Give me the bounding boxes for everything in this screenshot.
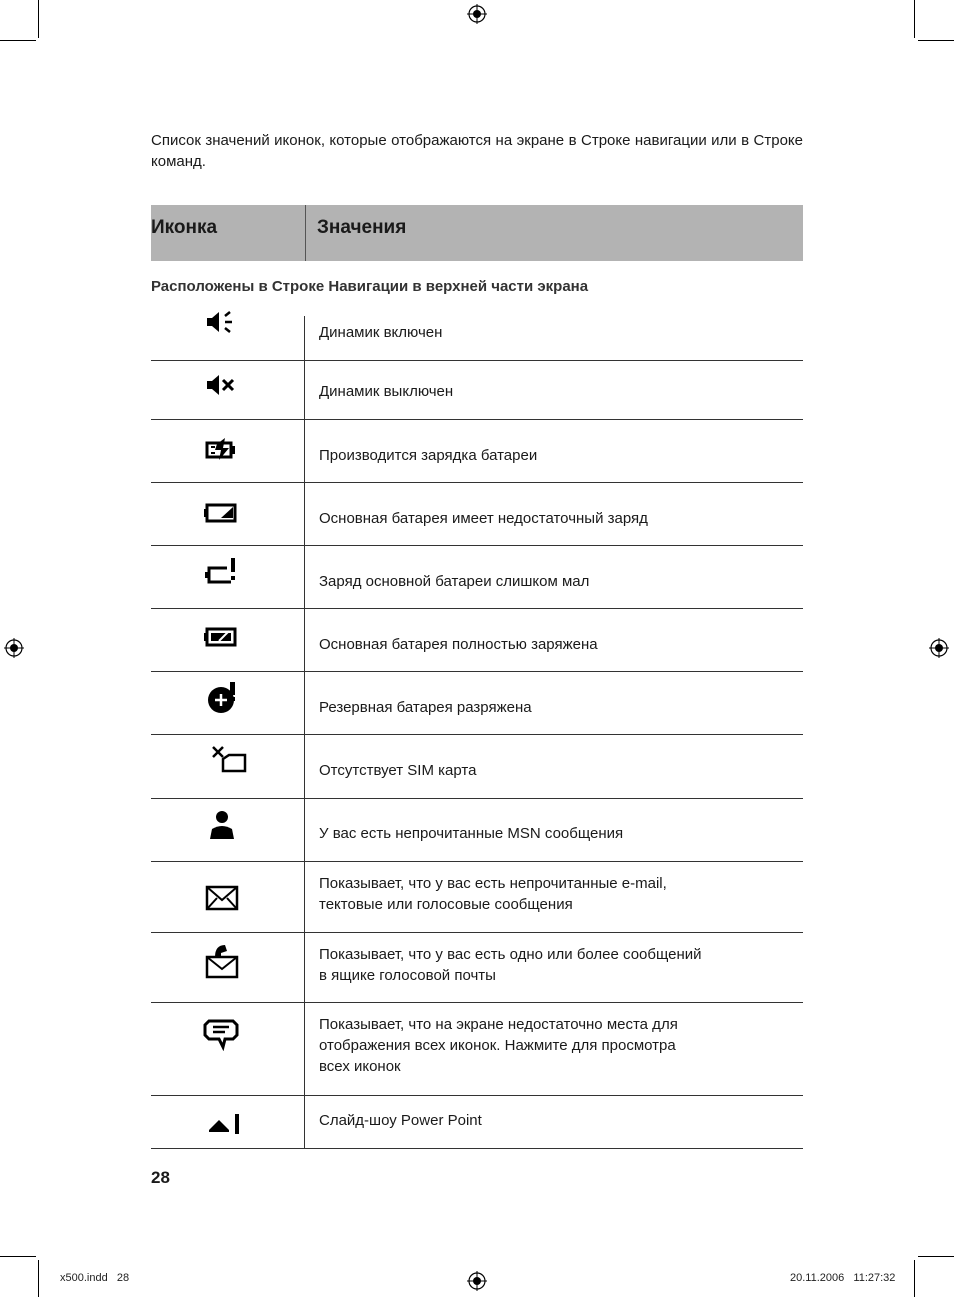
table-row — [151, 672, 803, 735]
crop-mark — [918, 1256, 954, 1257]
battery-low-icon — [201, 497, 249, 533]
table-row — [151, 483, 803, 546]
row-description: Производится зарядка батареи — [319, 447, 538, 464]
slug-file-info: x500.indd 28 — [60, 1272, 130, 1284]
row-description: Показывает, что на экране недостаточно места для отображения всех иконок. Нажмите для просмотра всех иконок — [319, 1016, 678, 1075]
table-row — [151, 799, 803, 862]
table-row — [151, 735, 803, 799]
column-header-icon: Иконка — [151, 217, 218, 238]
registration-mark-icon — [929, 638, 949, 658]
table-row — [151, 316, 803, 361]
table-row — [151, 1003, 803, 1096]
table-row — [151, 1096, 803, 1149]
battery-charging-icon — [201, 434, 249, 470]
table-row — [151, 361, 803, 420]
crop-mark — [918, 40, 954, 41]
backup-battery-empty-icon — [201, 680, 249, 716]
row-description: У вас есть непрочитанные MSN сообщения — [319, 825, 624, 842]
crop-mark — [0, 1256, 36, 1257]
crop-mark — [38, 0, 39, 38]
intro-paragraph: Список значений иконок, которые отображаются на экране в Строке навигации или в Строке команд. — [151, 132, 803, 170]
speaker-off-icon — [201, 371, 249, 407]
row-description: Отсутствует SIM карта — [319, 762, 477, 779]
row-description: Показывает, что у вас есть одно или более сообщений в ящике голосовой почты — [319, 946, 702, 984]
table-row — [151, 933, 803, 1003]
section-title: Расположены в Строке Навигации в верхней части экрана — [151, 278, 589, 295]
more-icons-icon — [201, 1015, 249, 1051]
table-row — [151, 546, 803, 609]
row-description: Динамик выключен — [319, 383, 454, 400]
row-description: Основная батарея имеет недостаточный заряд — [319, 510, 648, 527]
slug-date-time: 20.11.2006 11:27:32 — [790, 1272, 896, 1284]
speaker-on-icon — [201, 308, 249, 344]
row-description: Резервная батарея разряжена — [319, 699, 532, 716]
crop-mark — [914, 1260, 915, 1297]
envelope-icon — [201, 884, 249, 920]
registration-mark-icon — [4, 638, 24, 658]
row-description: Динамик включен — [319, 324, 443, 341]
no-sim-icon — [209, 743, 257, 779]
row-description: Показывает, что у вас есть непрочитанные e-mail, тектовые или голосовые сообщения — [319, 875, 667, 913]
battery-full-icon — [201, 621, 249, 657]
crop-mark — [0, 40, 36, 41]
battery-very-low-icon — [201, 554, 249, 590]
row-description: Основная батарея полностью заряжена — [319, 636, 598, 653]
slideshow-icon — [201, 1108, 249, 1144]
row-description: Слайд-шоу Power Point — [319, 1112, 482, 1129]
table-row — [151, 609, 803, 672]
icon-table — [151, 0, 803, 1297]
voicemail-icon — [201, 941, 249, 977]
crop-mark — [38, 1260, 39, 1297]
column-header-meaning: Значения — [317, 217, 407, 238]
crop-mark — [914, 0, 915, 38]
row-description: Заряд основной батареи слишком мал — [319, 573, 590, 590]
msn-message-icon — [201, 807, 249, 843]
page-number: 28 — [151, 1168, 170, 1187]
table-row — [151, 420, 803, 483]
table-row — [151, 862, 803, 933]
